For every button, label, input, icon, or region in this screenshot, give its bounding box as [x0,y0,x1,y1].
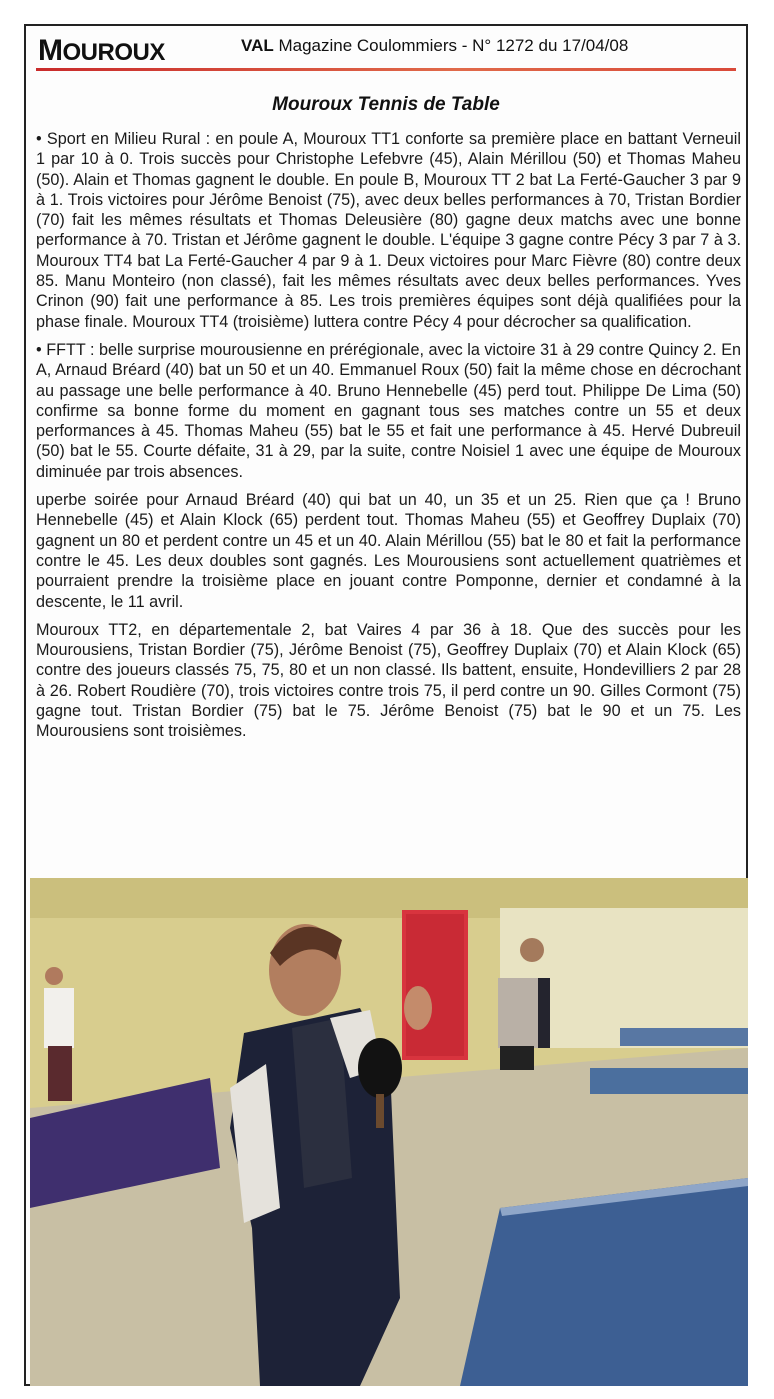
paragraph-sport-milieu-rural: • Sport en Milieu Rural : en poule A, Mouroux TT1 conforte sa première place en battant Verneuil 1 par 10 à 0. Trois succès pour Christophe Lefebvre (45), Alain Mérillou (50) et Thomas Maheu (50). Alain et Thomas gagnent le double. En poule B, Mouroux TT 2 bat La Ferté-Gaucher 3 par 9 à 1. Trois victoires pour Jérôme Benoist (75), avec deux belles performances à 70, Tristan Bordier (70) fait les mêmes résultats et Thomas Deleusière (80) gagne deux matchs avec une bonne performance à 70. Tristan et Jérôme gagnent le double. L'équipe 3 gagne contre Pécy 3 par 7 à 3. Mouroux TT4 bat La Ferté-Gaucher 4 par 9 à 1. Deux victoires pour Marc Fièvre (80) contre deux 85. Manu Monteiro (non classé), fait les mêmes résultats avec deux belles performances. Yves Crinon (90) fait une performance à 85. Les trois premières équipes sont déjà qualifiées pour la phase finale. Mouroux TT4 (troisième) luttera contre Pécy 4 pour décrocher sa qualification. [36,130,741,331]
header-rule [36,68,736,71]
paragraph-mouroux-tt2: Mouroux TT2, en départementale 2, bat Vaires 4 par 36 à 18. Que des succès pour les Mourousiens, Tristan Bordier (75), Jérôme Benoist (75), Geoffrey Duplaix (70) et Alain Klock (65) contre des joueurs classés 75, 75, 80 et un non classé. Ils battent, ensuite, Hondevilliers 2 par 28 à 26. Robert Roudière (70), trois victoires contre trois 75, il perd contre un 90. Gilles Cormont (75) gagne tout. Tristan Bordier (75) bat le 75. Jérôme Benoist (75) bat le 90 et un 75. Les Mourousiens sont troisièmes. [36,620,741,741]
paddle [358,1038,402,1098]
paragraph-fftt: • FFTT : belle surprise mourousienne en prérégionale, avec la victoire 31 à 29 contre Quincy 2. En A, Arnaud Bréard (40) bat un 50 et un 40. Emmanuel Roux (50) fait la même chose en décrochant au passage une belle performance à 40. Bruno Hennebelle (45) perd tout. Philippe De Lima (50) confirme sa bonne forme du moment en gagnant tous ses matches contre un 55 et deux performances à 45. Thomas Maheu (55) bat le 55 et fait une performance à 45. Hervé Dubreuil (50) bat le 55. Courte défaite, 31 à 29, par la suite, contre Noisiel 1 avec une équipe de Mouroux diminuée par trois absences. [36,340,741,481]
masthead-issue: Magazine Coulommiers - N° 1272 du 17/04/08 [273,36,629,55]
table-tennis-photo [30,878,748,1386]
brand-rest: OUROUX [62,39,165,66]
article-body [36,129,741,750]
masthead-brand: VAL [241,36,274,55]
brand-logo [38,34,165,68]
masthead [241,36,628,56]
article-photo [30,878,748,1386]
brand-initial: M [38,34,63,67]
newspaper-clipping [24,24,748,1386]
paragraph-soiree: uperbe soirée pour Arnaud Bréard (40) qui bat un 40, un 35 et un 25. Rien que ça ! Bruno Hennebelle (45) et Alain Klock (65) perdent tout. Thomas Maheu (55) et Geoffrey Duplaix (70) gagnent un 80 et perdent contre un 45 et un 40. Alain Mérillou (55) bat le 80 et fait la performance contre le 45. Les deux doubles sont gagnés. Les Mourousiens sont actuellement quatrièmes et pourraient prendre la troisième place en jouant contre Pomponne, dernier et condamné à la descente, le 11 avril. [36,491,741,611]
article-title: Mouroux Tennis de Table [272,94,500,115]
